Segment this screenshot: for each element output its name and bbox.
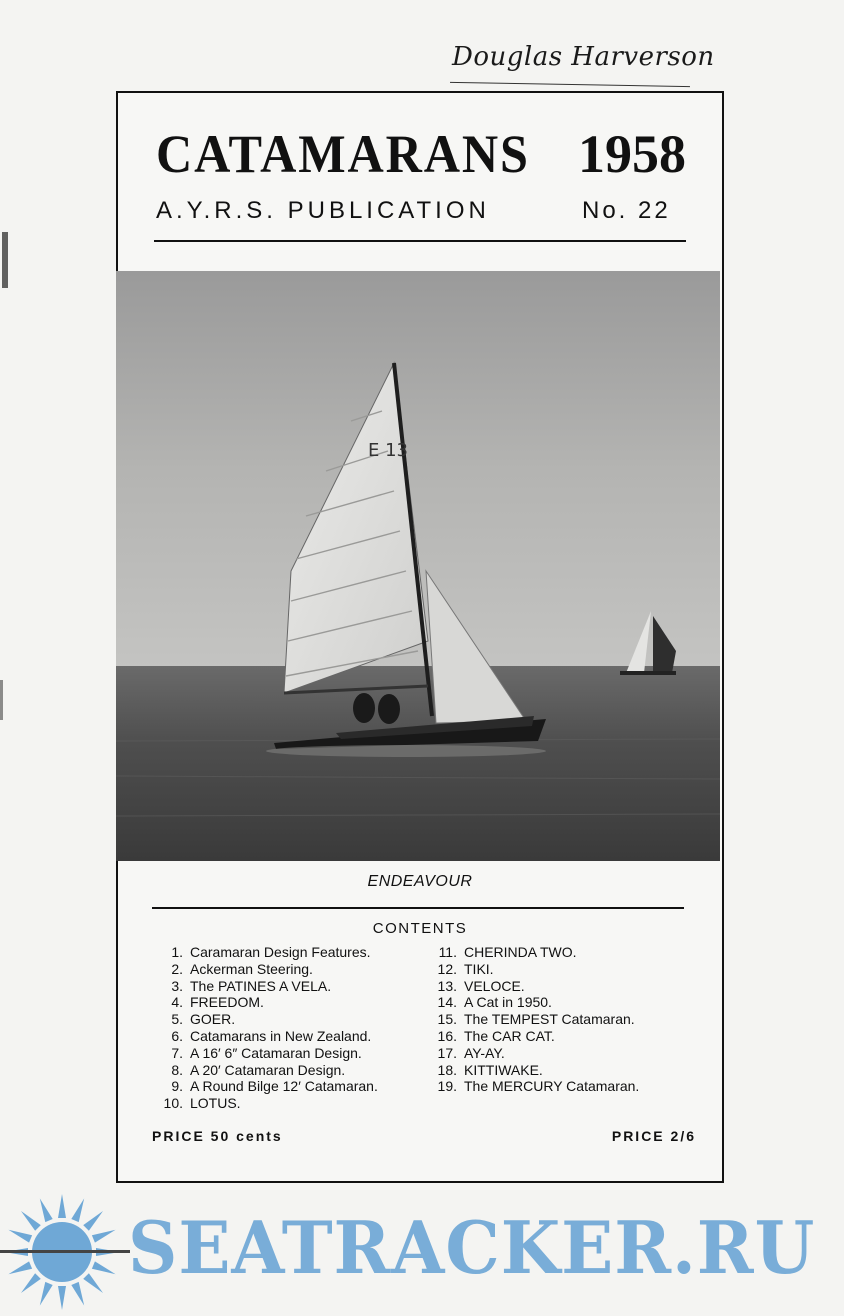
contents-item: 1. Caramaran Design Features. bbox=[171, 944, 371, 960]
contents-item: 4. FREEDOM. bbox=[171, 994, 264, 1011]
cover-frame bbox=[116, 91, 724, 1183]
crew-member bbox=[353, 693, 375, 723]
contents-item: 17. AY-AY. bbox=[437, 1044, 505, 1061]
contents-column-right bbox=[428, 944, 639, 1095]
issue-number: No. 22 bbox=[582, 197, 671, 224]
contents-item: 12. TIKI. bbox=[437, 960, 494, 977]
contents-item: 9. A Round Bilge 12′ Catamaran. bbox=[171, 1078, 378, 1095]
signature-underline bbox=[450, 82, 690, 87]
contents-item: 16. The CAR CAT. bbox=[437, 1027, 555, 1044]
contents-item: 6. Catamarans in New Zealand. bbox=[171, 1027, 372, 1044]
cover-year: 1958 bbox=[578, 124, 686, 184]
distant-hull bbox=[620, 671, 676, 675]
price-cents: PRICE 50 cents bbox=[152, 1128, 283, 1144]
margin-mark bbox=[2, 232, 8, 288]
crew-member bbox=[378, 694, 400, 724]
contents-item: 3. The PATINES A VELA. bbox=[171, 977, 332, 994]
title-rule bbox=[154, 240, 686, 242]
contents-item: 5. GOER. bbox=[171, 1011, 236, 1028]
margin-mark bbox=[0, 680, 3, 720]
title-row bbox=[156, 123, 686, 183]
contents-item: 8. A 20′ Catamaran Design. bbox=[171, 1061, 346, 1078]
cover-title: CATAMARANS bbox=[156, 124, 530, 184]
contents-item: 15. The TEMPEST Catamaran. bbox=[437, 1011, 635, 1028]
contents-heading: CONTENTS bbox=[372, 920, 468, 937]
wake bbox=[266, 745, 546, 757]
contents-column-left bbox=[154, 944, 378, 1112]
photo-caption: ENDEAVOUR bbox=[367, 873, 473, 890]
sea bbox=[116, 666, 720, 861]
contents-item: 14. A Cat in 1950. bbox=[437, 994, 552, 1011]
contents-item: 2. Ackerman Steering. bbox=[171, 960, 313, 977]
publication-label: A.Y.R.S. PUBLICATION bbox=[156, 197, 490, 224]
contents-rule bbox=[152, 907, 684, 909]
contents-item: 19. The MERCURY Catamaran. bbox=[437, 1078, 640, 1095]
contents-item: 18. KITTIWAKE. bbox=[437, 1061, 543, 1078]
sail-number: E 13 bbox=[368, 440, 408, 461]
cover-photo bbox=[116, 271, 720, 861]
contents-item: 11. CHERINDA TWO. bbox=[438, 944, 577, 960]
contents-item: 13. VELOCE. bbox=[437, 977, 525, 994]
watermark-text: SEATRACKER.RU bbox=[128, 1205, 816, 1290]
price-sterling: PRICE 2/6 bbox=[611, 1128, 696, 1144]
contents-item: 7. A 16′ 6″ Catamaran Design. bbox=[171, 1044, 362, 1061]
contents-item: 10. LOTUS. bbox=[163, 1095, 241, 1112]
catamaran-photo bbox=[116, 271, 720, 861]
signature: Douglas Harverson bbox=[452, 42, 715, 72]
